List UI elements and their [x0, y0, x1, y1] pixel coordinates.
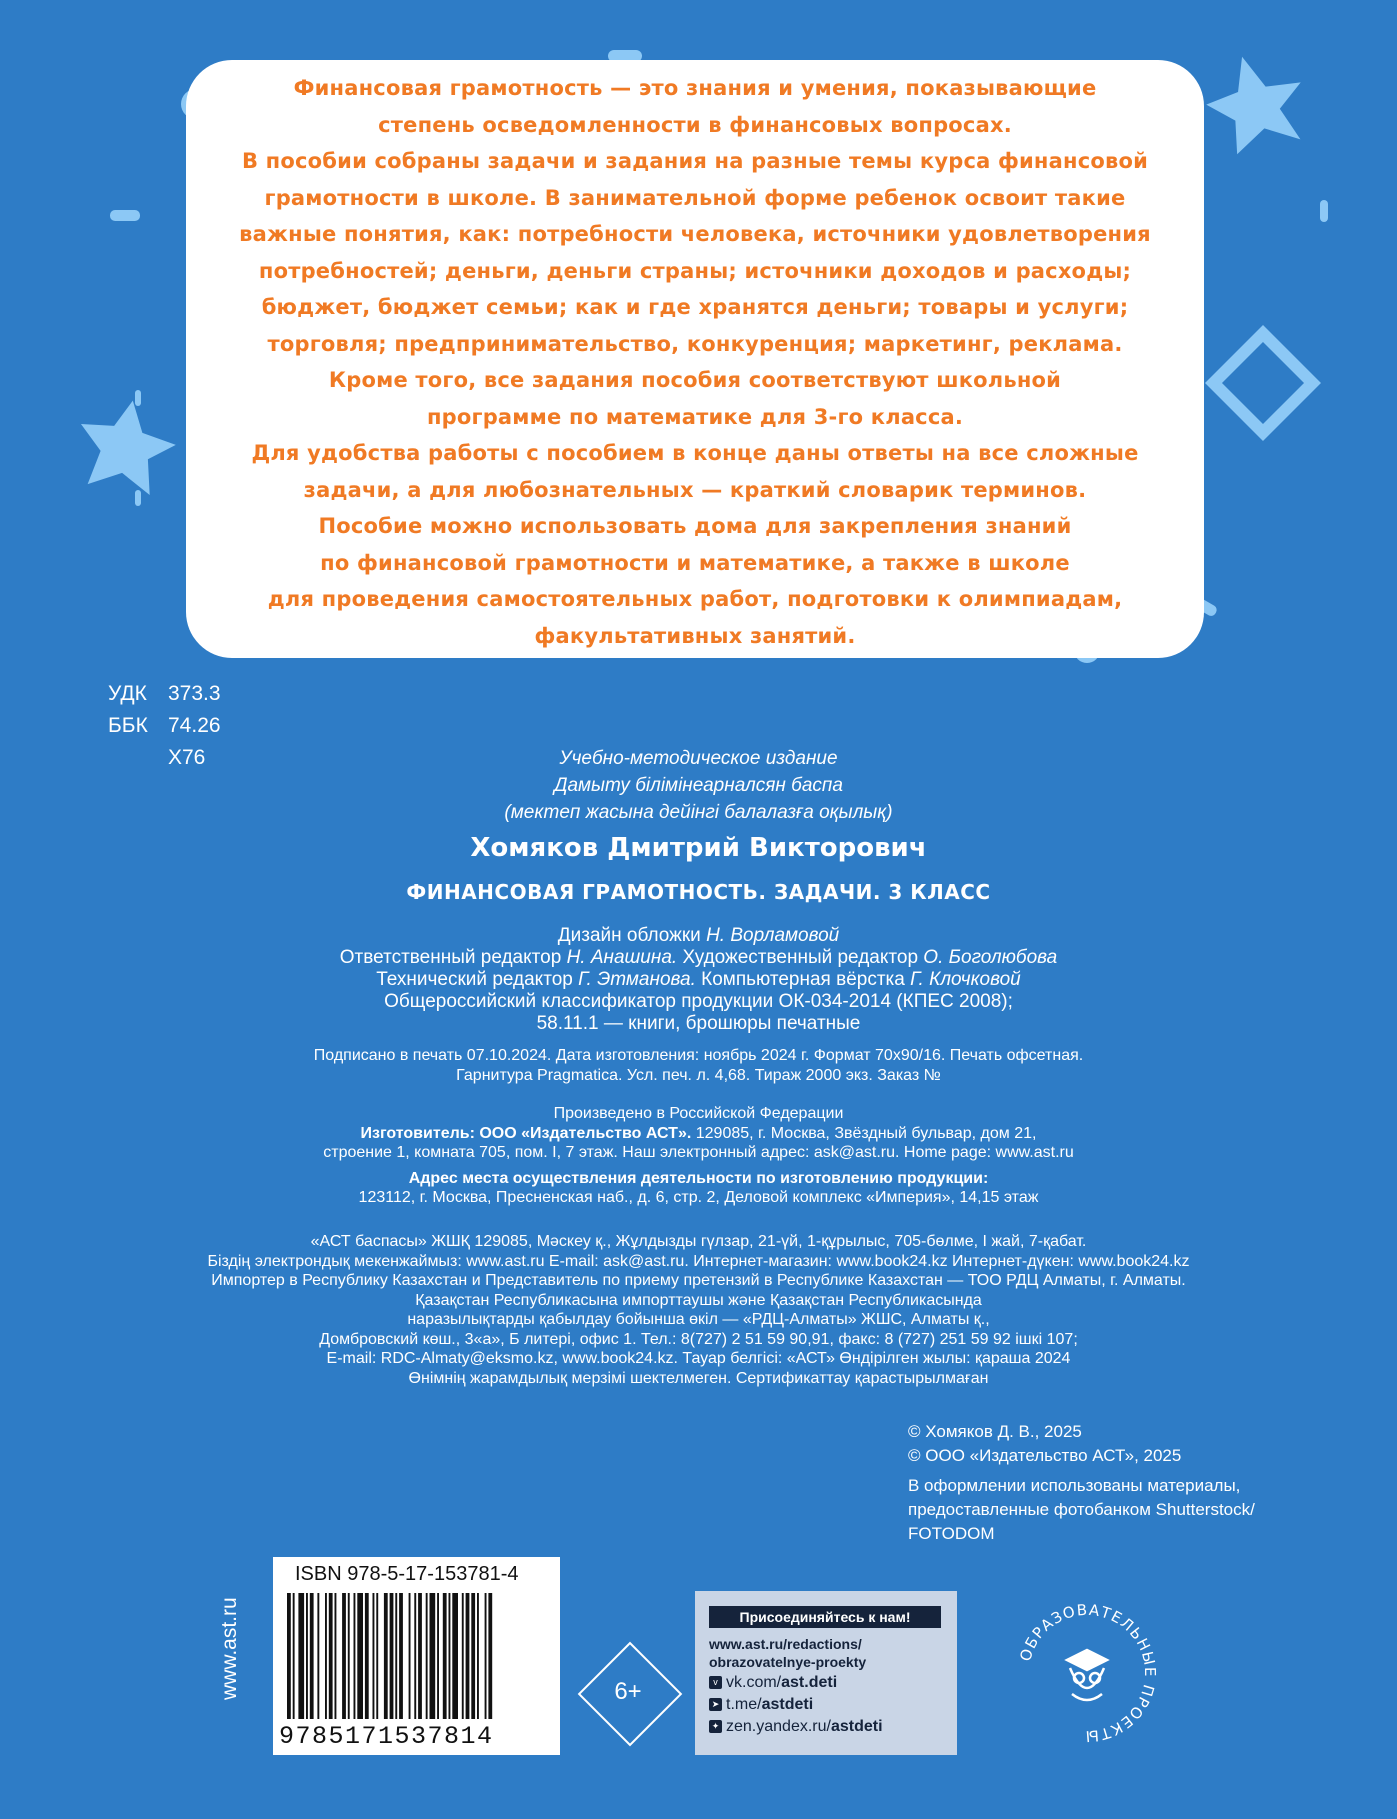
description-line: бюджет, бюджет семьи; как и где хранятся деньги; товары и услуги; [261, 295, 1129, 319]
credit-person: О. Боголюбова [923, 947, 1058, 968]
description-line: задачи, а для любознательных — краткий словарик терминов. [303, 477, 1087, 502]
photo-credit-line: предоставленные фотобанком Shutterstock/ [908, 1500, 1255, 1519]
bbk-value: 74.26 [168, 714, 221, 737]
credit-role: Технический редактор [376, 969, 579, 990]
author-name: Хомяков Дмитрий Викторович [470, 833, 927, 863]
isbn-label: ISBN 978-5-17-153781-4 [295, 1563, 519, 1585]
production-address: 123112, г. Москва, Пресненская наб., д. 6, стр. 2, Деловой комплекс «Империя», 14,15 этаж [358, 1189, 1039, 1206]
credit-role: Дизайн обложки [557, 925, 707, 946]
credit-role: Художественный редактор [677, 947, 924, 968]
manufacturer-block [0, 1104, 1397, 1208]
description-line: по финансовой грамотности и математике, а также в школе [320, 550, 1070, 575]
tg-link-prefix: t.me/ [726, 1696, 762, 1713]
copyright-block [908, 1420, 1255, 1546]
manufacturer-label: Изготовитель: ООО «Издательство АСТ». [360, 1124, 692, 1142]
manufacturer-address: 129085, г. Москва, Звёздный бульвар, дом 21, [691, 1124, 1037, 1142]
credit-role: Ответственный редактор [339, 947, 567, 968]
classifier-line: Общероссийский классификатор продукции ОК-034-2014 (КПЕС 2008); [384, 991, 1013, 1012]
vk-icon: v [709, 1676, 722, 1689]
social-box [695, 1591, 957, 1755]
star-decoration [1197, 44, 1315, 161]
book-title: ФИНАНСОВАЯ ГРАМОТНОСТЬ. ЗАДАЧИ. 3 КЛАСС [406, 880, 991, 904]
svg-text:ОБРАЗОВАТЕЛЬНЫЕ ПРОЕКТЫ [1016, 1601, 1159, 1746]
description-line: степень осведомленности в финансовых вопросах. [378, 112, 1012, 137]
dash-decoration [135, 390, 141, 406]
barcode [273, 1557, 560, 1755]
photo-credit-line: В оформлении использованы материалы, [908, 1476, 1241, 1495]
vk-link[interactable] [709, 1674, 837, 1692]
zen-icon: ✦ [709, 1720, 722, 1733]
social-url-line: www.ast.ru/redactions/ [709, 1636, 862, 1652]
description-line: Пособие можно использовать дома для закрепления знаний [318, 514, 1072, 538]
site-url-vertical: www.ast.ru [218, 1597, 241, 1700]
udk-label: УДК [108, 682, 147, 705]
copyright-line: © ООО «Издательство АСТ», 2025 [908, 1446, 1182, 1465]
telegram-link[interactable] [709, 1696, 813, 1714]
vk-link-prefix: vk.com/ [726, 1674, 782, 1691]
print-info [0, 1046, 1397, 1085]
manufacturer-contacts: строение 1, комната 705, пом. I, 7 этаж. Наш электронный адрес: ask@ast.ru. Home page: www.ast.ru [323, 1144, 1074, 1161]
edition-type [0, 745, 1397, 826]
credits-block [0, 925, 1397, 1035]
print-info-line: Гарнитура Pragmatica. Усл. печ. л. 4,68. Тираж 2000 экз. Заказ № [456, 1066, 941, 1084]
age-rating [578, 1642, 678, 1742]
author-mark: Х76 [168, 746, 206, 769]
kz-line: наразылықтарды қабылдау бойынша өкіл — «РДЦ-Алматы» ЖШС, Алматы қ., [407, 1311, 990, 1328]
social-url-line: obrazovatelnye-proekty [709, 1654, 867, 1670]
description-line: грамотности в школе. В занимательной форме ребенок освоит такие [264, 185, 1126, 210]
description-line: В пособии собраны задачи и задания на разные темы курса финансовой [241, 149, 1149, 173]
kz-line: E-mail: RDC-Almaty@eksmo.kz, www.book24.kz. Тауар белгісі: «АСТ» Өндірілген жылы: қараша 2024 [326, 1350, 1071, 1367]
production-address-label: Адрес места осуществления деятельности по изготовлению продукции: [408, 1169, 989, 1187]
kz-line: Қазақстан Республикасына импорттаушы және Қазақстан Республикасында [415, 1291, 982, 1309]
photo-credit-line: FOTODOM [908, 1524, 995, 1543]
copyright-line: © Хомяков Д. В., 2025 [908, 1422, 1082, 1441]
project-logo-text: ОБРАЗОВАТЕЛЬНЫЕ ПРОЕКТЫ [1016, 1600, 1160, 1746]
description-line: программе по математике для 3-го класса. [426, 404, 964, 429]
kz-line: Домбровский көш., 3«а», Б литері, офис 1. Тел.: 8(727) 2 51 59 90,91, факс: 8 (727) 251 59 92 ішкі 107; [319, 1330, 1078, 1348]
kz-line: Біздің электрондық мекенжаймыз: www.ast.ru E-mail: ask@ast.ru. Интернет-магазин: www.book24.kz Интернет-дүкен: www.book24.kz [207, 1252, 1190, 1270]
dash-decoration [135, 490, 141, 506]
classifier-line: 58.11.1 — книги, брошюры печатные [536, 1013, 861, 1034]
owl-cat-graduate-icon [1067, 1650, 1107, 1700]
age-rating-label: 6+ [614, 1678, 642, 1705]
kazakhstan-info [0, 1232, 1397, 1388]
zen-link-handle: astdeti [830, 1718, 883, 1735]
barcode-bars-icon [287, 1593, 545, 1719]
udk-value: 373.3 [168, 682, 221, 705]
dash-decoration [1320, 200, 1328, 222]
zen-link[interactable] [709, 1718, 883, 1736]
credit-person: Н. Ворламовой [706, 925, 840, 946]
description-text [206, 70, 1184, 654]
description-line: факультативных занятий. [534, 623, 856, 648]
credit-person: Н. Анашина. [566, 947, 678, 968]
kz-line: Өнімнің жарамдылық мерзімі шектелмеген. Сертификаттау қарастырылмаған [408, 1369, 989, 1387]
description-line: Кроме того, все задания пособия соответствуют школьной [328, 368, 1062, 392]
edition-line: Дамыту білімінеарналсян баспа [554, 775, 843, 796]
tg-link-handle: astdeti [761, 1696, 814, 1713]
description-box [186, 60, 1204, 658]
print-info-line: Подписано в печать 07.10.2024. Дата изготовления: ноябрь 2024 г. Формат 70х90/16. Печать офсетная. [313, 1047, 1084, 1064]
dash-decoration [110, 210, 140, 221]
credit-person: Г. Этманова. [578, 969, 696, 990]
social-site-link[interactable] [709, 1635, 866, 1671]
description-line: для проведения самостоятельных работ, подготовки к олимпиадам, [267, 587, 1123, 611]
educational-projects-logo [1012, 1598, 1162, 1748]
vk-link-handle: ast.deti [781, 1674, 838, 1691]
description-line: Для удобства работы с пособием в конце даны ответы на все сложные [251, 441, 1139, 465]
kz-line: «АСТ баспасы» ЖШҚ 129085, Мәскеу қ., Жұлдызды гүлзар, 21-үй, 1-құрылыс, 705-бөлме, I жай, 7-қабат. [310, 1233, 1087, 1250]
description-line: важные понятия, как: потребности человека, источники удовлетворения [239, 222, 1151, 246]
telegram-icon: ➤ [709, 1698, 722, 1711]
edition-line: (мектеп жасына дейінгі балалазға оқылық) [504, 802, 893, 823]
zen-link-prefix: zen.yandex.ru/ [726, 1718, 831, 1735]
diamond-decoration [1214, 334, 1313, 433]
edition-line: Учебно-методическое издание [559, 748, 838, 769]
credit-role: Компьютерная вёрстка [695, 969, 911, 990]
description-line: торговля; предпринимательство, конкуренция; маркетинг, реклама. [267, 331, 1123, 356]
social-header: Присоединяйтесь к нам! [709, 1606, 941, 1628]
description-line: потребностей; деньги, деньги страны; источники доходов и расходы; [258, 258, 1132, 283]
barcode-digits: 9785171537814 [279, 1722, 494, 1751]
description-line: Финансовая грамотность — это знания и умения, показывающие [293, 76, 1097, 100]
bbk-label: ББК [108, 714, 148, 737]
credit-person: Г. Клочковой [910, 969, 1021, 990]
star-decoration [71, 393, 182, 498]
made-in-line: Произведено в Российской Федерации [553, 1105, 844, 1122]
kz-line: Импортер в Республику Казахстан и Представитель по приему претензий в Республике Казахстан — ТОО РДЦ Алматы, г. Алматы. [211, 1272, 1186, 1289]
